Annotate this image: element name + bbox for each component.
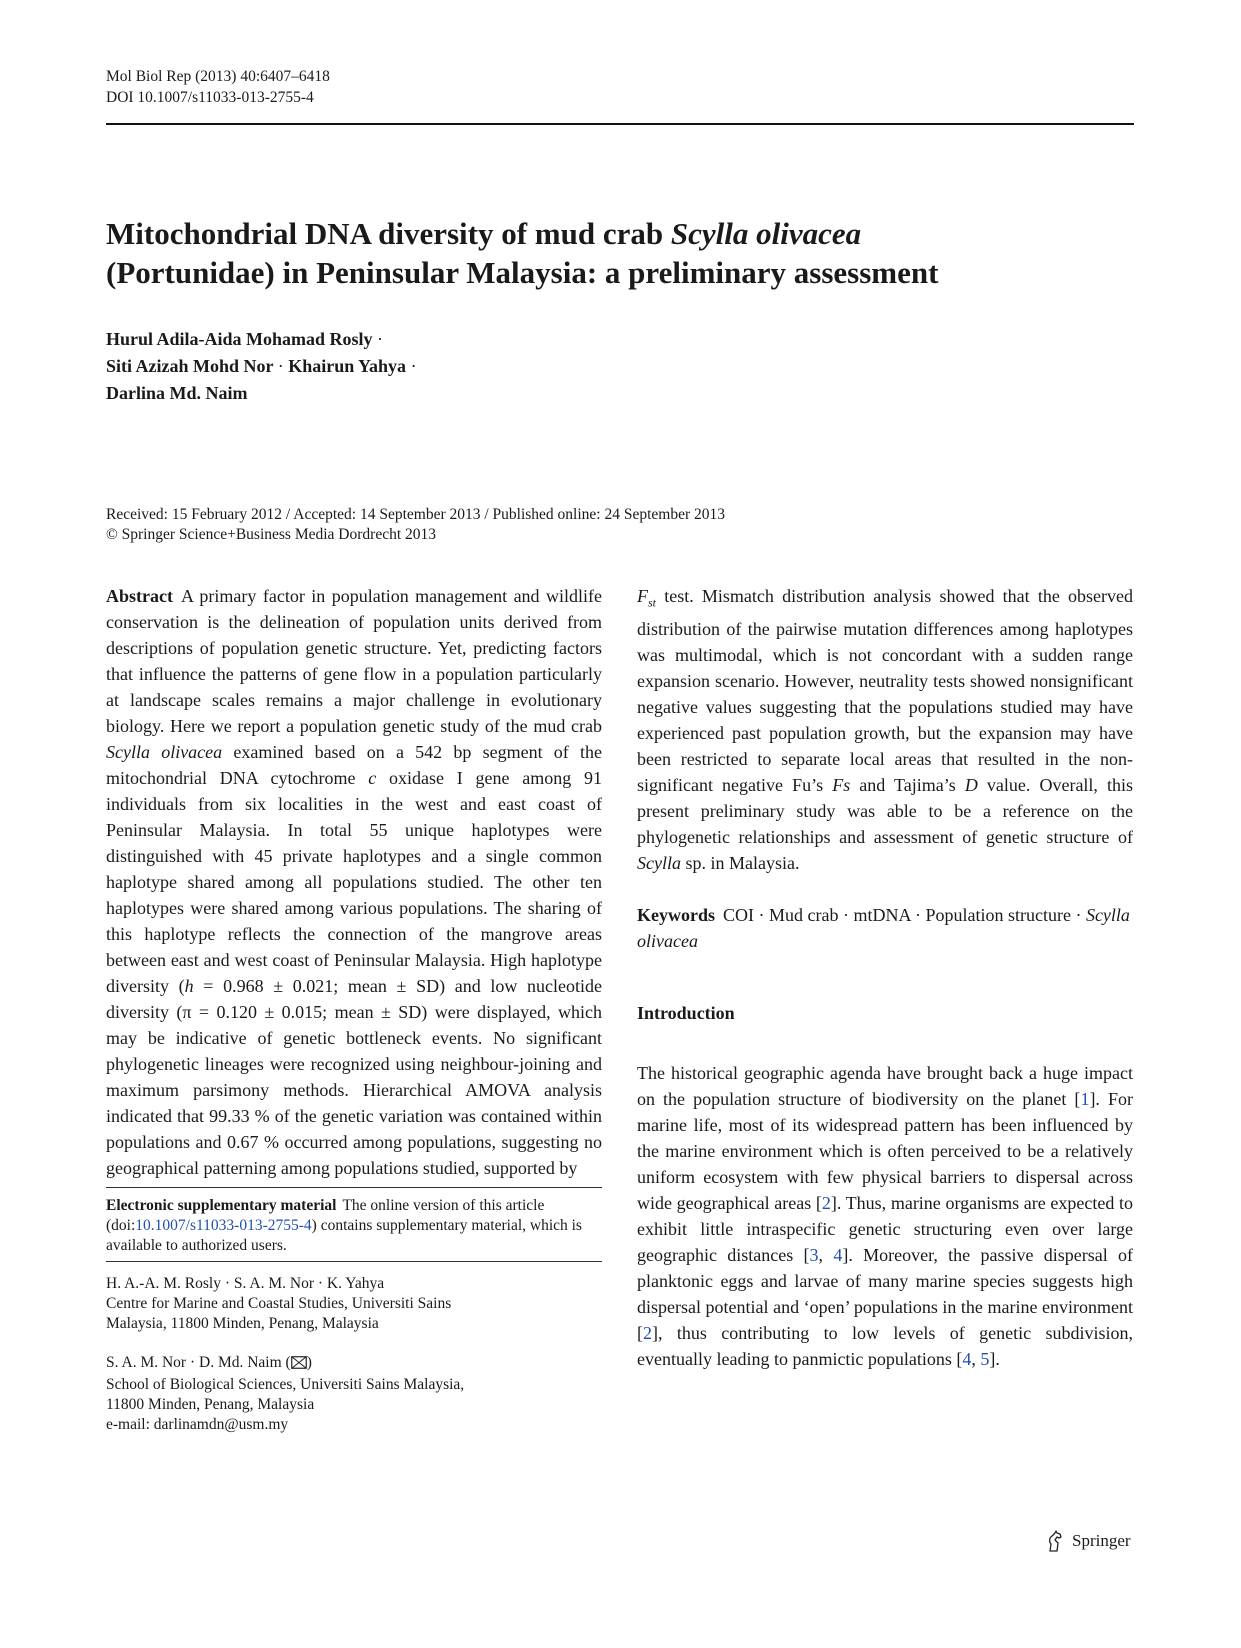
author-separator: · <box>410 356 417 376</box>
citation-link[interactable]: 2 <box>821 1192 831 1213</box>
author-2: Siti Azizah Mohd Nor <box>106 356 274 376</box>
author-4: Darlina Md. Naim <box>106 383 248 403</box>
running-header <box>106 66 330 108</box>
author-separator: · <box>377 329 384 349</box>
affiliation-rule <box>106 1261 602 1262</box>
publisher-logo <box>1046 1530 1131 1552</box>
citation-link[interactable]: 1 <box>1080 1088 1090 1109</box>
affiliation-line: School of Biological Sciences, Universiti Sains Malaysia, <box>106 1376 465 1393</box>
affiliation-names: S. A. M. Nor · D. Md. Naim ( ) <box>106 1353 602 1375</box>
affiliation-block-2 <box>106 1353 602 1435</box>
keywords-label: Keywords <box>637 904 715 925</box>
affiliation-line: 11800 Minden, Penang, Malaysia <box>106 1396 315 1413</box>
footnote-rule <box>106 1187 602 1188</box>
doi-link[interactable]: 10.1007/s11033-013-2755-4 <box>135 1217 312 1234</box>
publisher-name: Springer <box>1072 1531 1131 1550</box>
affiliation-line: Centre for Marine and Coastal Studies, Universiti Sains <box>106 1295 452 1312</box>
citation-link[interactable]: 2 <box>643 1322 652 1343</box>
springer-horse-icon <box>1046 1530 1066 1552</box>
affiliation-line: Malaysia, 11800 Minden, Penang, Malaysia <box>106 1315 379 1332</box>
corresponding-email[interactable]: e-mail: darlinamdn@usm.my <box>106 1416 289 1433</box>
dates-line: Received: 15 February 2012 / Accepted: 14 September 2013 / Published online: 24 September 2013 <box>106 506 726 523</box>
affiliation-block-1 <box>106 1274 602 1334</box>
abstract-paragraph: Abstract A primary factor in population management and wildlife conservation is the delineation of population units derived from descriptions of population genetic structure. Yet, predicting factors that influence the patterns of gene flow in a population particularly at landscape scales remains a major challenge in evolutionary biology. Here we report a population genetic study of the mud crab Scylla olivacea examined based on a 542 bp segment of the mitochondrial DNA cytochrome c oxidase I gene among 91 individuals from six localities in the west and east coast of Peninsular Malaysia. In total 55 unique haplotypes were distinguished with 45 private haplotypes and a single common haplotype shared among all populations studied. The other ten haplotypes were shared among various populations. The sharing of this haplotype reflects the connection of the mangrove areas between east and west coast of Peninsular Malaysia. High haplotype diversity (h = 0.968 ± 0.021; mean ± SD) and low nucleotide diversity (π = 0.120 ± 0.015; mean ± SD) were displayed, which may be indicative of genetic bottleneck events. No significant phylogenetic lineages were recognized using neighbour-joining and maximum parsimony methods. Hierarchical AMOVA analysis indicated that 99.33 % of the genetic variation was contained within populations and 0.67 % occurred among populations, suggesting no geographical patterning among populations studied, supported by <box>106 586 602 1178</box>
envelope-icon <box>291 1355 307 1375</box>
citation-link[interactable]: 5 <box>980 1348 990 1369</box>
author-separator: · <box>277 356 284 376</box>
author-list <box>106 326 417 407</box>
copyright-line: © Springer Science+Business Media Dordrecht 2013 <box>106 526 437 543</box>
title-text-2: (Portunidae) in Peninsular Malaysia: a preliminary assessment <box>106 255 939 290</box>
section-heading-introduction: Introduction <box>637 1002 735 1023</box>
introduction-paragraph: The historical geographic agenda have brought back a huge impact on the population structure of biodiversity on the planet [1]. For marine life, most of its widespread pattern has been influenced by the marine environment which is often perceived to be a relatively uniform ecosystem with few physical barriers to dispersal across wide geographical areas [2]. Thus, marine organisms are expected to exhibit little intraspecific genetic structuring even over large geographic distances [3, 4]. Moreover, the passive dispersal of planktonic eggs and larvae of many marine species suggests high dispersal potential and ‘open’ populations in the marine environment [2], thus contributing to low levels of genetic subdivision, eventually leading to panmictic populations [4, 5]. <box>637 1062 1134 1369</box>
citation-link[interactable]: 3 <box>809 1244 819 1265</box>
supplementary-label: Electronic supplementary material <box>106 1197 337 1214</box>
doi-line: DOI 10.1007/s11033-013-2755-4 <box>106 89 314 106</box>
author-1: Hurul Adila-Aida Mohamad Rosly <box>106 329 373 349</box>
citation-link[interactable]: 4 <box>833 1244 843 1265</box>
main-column-right <box>637 583 1133 1372</box>
title-text: Mitochondrial DNA diversity of mud crab <box>106 216 671 251</box>
abstract-column-left <box>106 583 602 1181</box>
affiliation-names: H. A.-A. M. Rosly · S. A. M. Nor · K. Yahya <box>106 1275 385 1292</box>
author-3: Khairun Yahya <box>288 356 407 376</box>
abstract-label: Abstract <box>106 586 173 606</box>
keywords: Keywords COI · Mud crab · mtDNA · Population structure · Scylla olivacea <box>637 904 1130 951</box>
journal-citation: Mol Biol Rep (2013) 40:6407–6418 <box>106 68 330 85</box>
title-species: Scylla olivacea <box>670 216 862 251</box>
abstract-continuation: $F_{st}$ test. Mismatch distribution analysis showed that the observed distribution of the pairwise mutation differences among haplotypes was multimodal, which is not concordant with a sudden range expansion scenario. However, neutrality tests showed nonsignificant negative values suggesting that the populations studied may have experienced past population growth, but the expansion may have been restricted to separate local areas that resulted in the non-significant negative Fu’s Fs and Tajima’s D value. Overall, this present preliminary study was able to be a reference on the phylogenetic relationships and assessment of genetic structure of Scylla sp. in Malaysia. <box>637 586 1134 873</box>
header-rule <box>106 123 1134 125</box>
paper-title <box>106 214 1136 292</box>
citation-link[interactable]: 4 <box>962 1348 972 1369</box>
publication-dates <box>106 505 725 545</box>
supplementary-note: Electronic supplementary material The online version of this article (doi:10.1007/s11033-013-2755-4) contains supplementary material, which is available to authorized users. <box>106 1197 582 1254</box>
